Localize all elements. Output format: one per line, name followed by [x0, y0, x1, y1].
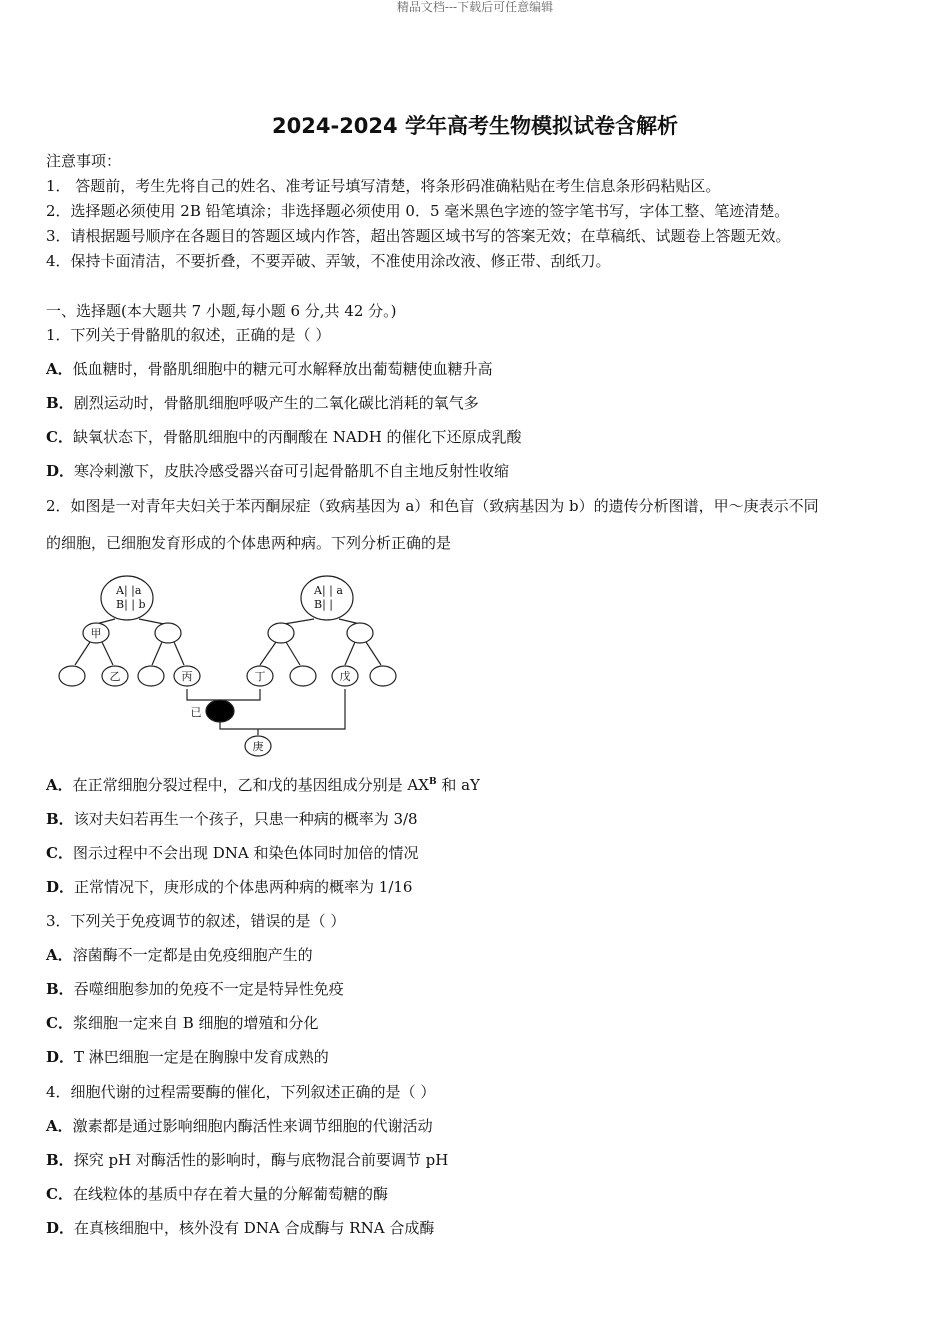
- section-heading: 一、选择题(本大题共 7 小题,每小题 6 分,共 42 分。): [46, 302, 397, 320]
- option-text: 激素都是通过影响细胞内酶活性来调节细胞的代谢活动: [72, 1117, 433, 1135]
- option-text: T 淋巴细胞一定是在胸腺中发育成熟的: [74, 1048, 329, 1066]
- option-label: C．: [46, 844, 73, 862]
- q2-option-b: [46, 809, 418, 829]
- cell-bing-label: 丙: [181, 670, 193, 683]
- option-text-after: 和 aY: [436, 776, 480, 794]
- q4-stem: 4．细胞代谢的过程需要酶的催化，下列叙述正确的是（ ）: [46, 1083, 436, 1101]
- option-label: B．: [46, 810, 74, 828]
- option-label: B．: [46, 980, 74, 998]
- cell-wu-label: 戊: [339, 670, 351, 683]
- q4-option-b: [46, 1150, 448, 1170]
- q2-stem-line2: 的细胞，已细胞发育形成的个体患两种病。下列分析正确的是: [46, 534, 452, 552]
- notice-item-3: 3．请根据题号顺序在各题目的答题区域内作答，超出答题区域书写的答案无效；在草稿纸、试题卷上答题无效。: [46, 227, 791, 245]
- q4-option-d: [46, 1218, 434, 1238]
- left-parent-genes-row2: B| | b: [116, 598, 146, 611]
- header-watermark: 精品文档---下载后可任意编辑: [396, 0, 554, 14]
- genetics-pedigree-diagram: [54, 562, 414, 762]
- option-text: 剧烈运动时，骨骼肌细胞呼吸产生的二氧化碳比消耗的氧气多: [73, 394, 479, 412]
- option-text: 在线粒体的基质中存在着大量的分解葡萄糖的酶: [72, 1185, 388, 1203]
- option-label: A．: [46, 776, 73, 794]
- q1-option-c: [46, 427, 522, 447]
- cell-geng-label: 庚: [252, 740, 264, 753]
- q2-option-c: [46, 843, 418, 863]
- option-label: D．: [46, 878, 75, 896]
- option-text: 该对夫妇若再生一个孩子，只患一种病的概率为 3/8: [73, 810, 418, 828]
- option-text: 在真核细胞中，核外没有 DNA 合成酶与 RNA 合成酶: [74, 1219, 435, 1237]
- left-parent-genes-row1: A| |a: [116, 584, 142, 597]
- option-label: C．: [46, 1014, 73, 1032]
- option-label: A．: [46, 946, 73, 964]
- q1-stem: 1．下列关于骨骼肌的叙述，正确的是（ ）: [46, 326, 331, 344]
- notice-heading: 注意事项：: [46, 152, 122, 170]
- q3-option-c: [46, 1013, 319, 1033]
- q2-stem-line1: 2．如图是一对青年夫妇关于苯丙酮尿症（致病基因为 a）和色盲（致病基因为 b）的遗传分析图谱，甲～庚表示不同: [46, 497, 819, 515]
- option-label: D．: [46, 462, 75, 480]
- q3-stem: 3．下列关于免疫调节的叙述，错误的是（ ）: [46, 912, 346, 930]
- option-text: 图示过程中不会出现 DNA 和染色体同时加倍的情况: [72, 844, 419, 862]
- q1-option-b: [46, 393, 479, 413]
- q1-option-d: [46, 461, 509, 481]
- q3-option-b: [46, 979, 344, 999]
- option-text: 探究 pH 对酶活性的影响时，酶与底物混合前要调节 pH: [73, 1151, 449, 1169]
- option-label: B．: [46, 1151, 74, 1169]
- notice-item-2: 2．选择题必须使用 2B 铅笔填涂；非选择题必须使用 0．5 毫米黑色字迹的签字笔书写，字体工整、笔迹清楚。: [46, 202, 790, 220]
- cell-ji-label: 已: [190, 706, 202, 719]
- option-text: 在正常细胞分裂过程中，乙和戊的基因组成分别是 AX: [72, 776, 429, 794]
- option-text: 浆细胞一定来自 B 细胞的增殖和分化: [72, 1014, 319, 1032]
- right-parent-genes-row2: B| |: [314, 598, 333, 611]
- option-text: 吞噬细胞参加的免疫不一定是特异性免疫: [73, 980, 344, 998]
- q2-option-a: [46, 775, 480, 795]
- q3-option-a: [46, 945, 313, 965]
- option-text: 溶菌酶不一定都是由免疫细胞产生的: [72, 946, 313, 964]
- q2-option-d: [46, 877, 412, 897]
- option-text: 正常情况下，庚形成的个体患两种病的概率为 1/16: [74, 878, 413, 896]
- notice-item-4: 4．保持卡面清洁，不要折叠，不要弄破、弄皱，不准使用涂改液、修正带、刮纸刀。: [46, 252, 611, 270]
- cell-jia-label: 甲: [90, 627, 102, 640]
- option-label: A．: [46, 1117, 73, 1135]
- option-text: 寒冷刺激下，皮肤冷感受器兴奋可引起骨骼肌不自主地反射性收缩: [74, 462, 510, 480]
- option-label: C．: [46, 428, 73, 446]
- option-label: C．: [46, 1185, 73, 1203]
- cell-yi-label: 乙: [109, 670, 121, 683]
- q4-option-a: [46, 1116, 433, 1136]
- notice-item-1: 1． 答题前，考生先将自己的姓名、准考证号填写清楚，将条形码准确粘贴在考生信息条形码粘贴区。: [46, 177, 721, 195]
- q1-option-a: [46, 359, 493, 379]
- option-superscript: B: [428, 777, 437, 787]
- cell-ding-label: 丁: [254, 670, 266, 683]
- option-label: D．: [46, 1048, 75, 1066]
- q3-option-d: [46, 1047, 329, 1067]
- q4-option-c: [46, 1184, 388, 1204]
- option-label: B．: [46, 394, 74, 412]
- right-parent-genes-row1: A| | a: [314, 584, 343, 597]
- option-text: 缺氧状态下，骨骼肌细胞中的丙酮酸在 NADH 的催化下还原成乳酸: [72, 428, 522, 446]
- option-label: A．: [46, 360, 73, 378]
- page-title: 2024-2024 学年高考生物模拟试卷含解析: [272, 114, 678, 138]
- option-label: D．: [46, 1219, 75, 1237]
- option-text: 低血糖时，骨骼肌细胞中的糖元可水解释放出葡萄糖使血糖升高: [72, 360, 493, 378]
